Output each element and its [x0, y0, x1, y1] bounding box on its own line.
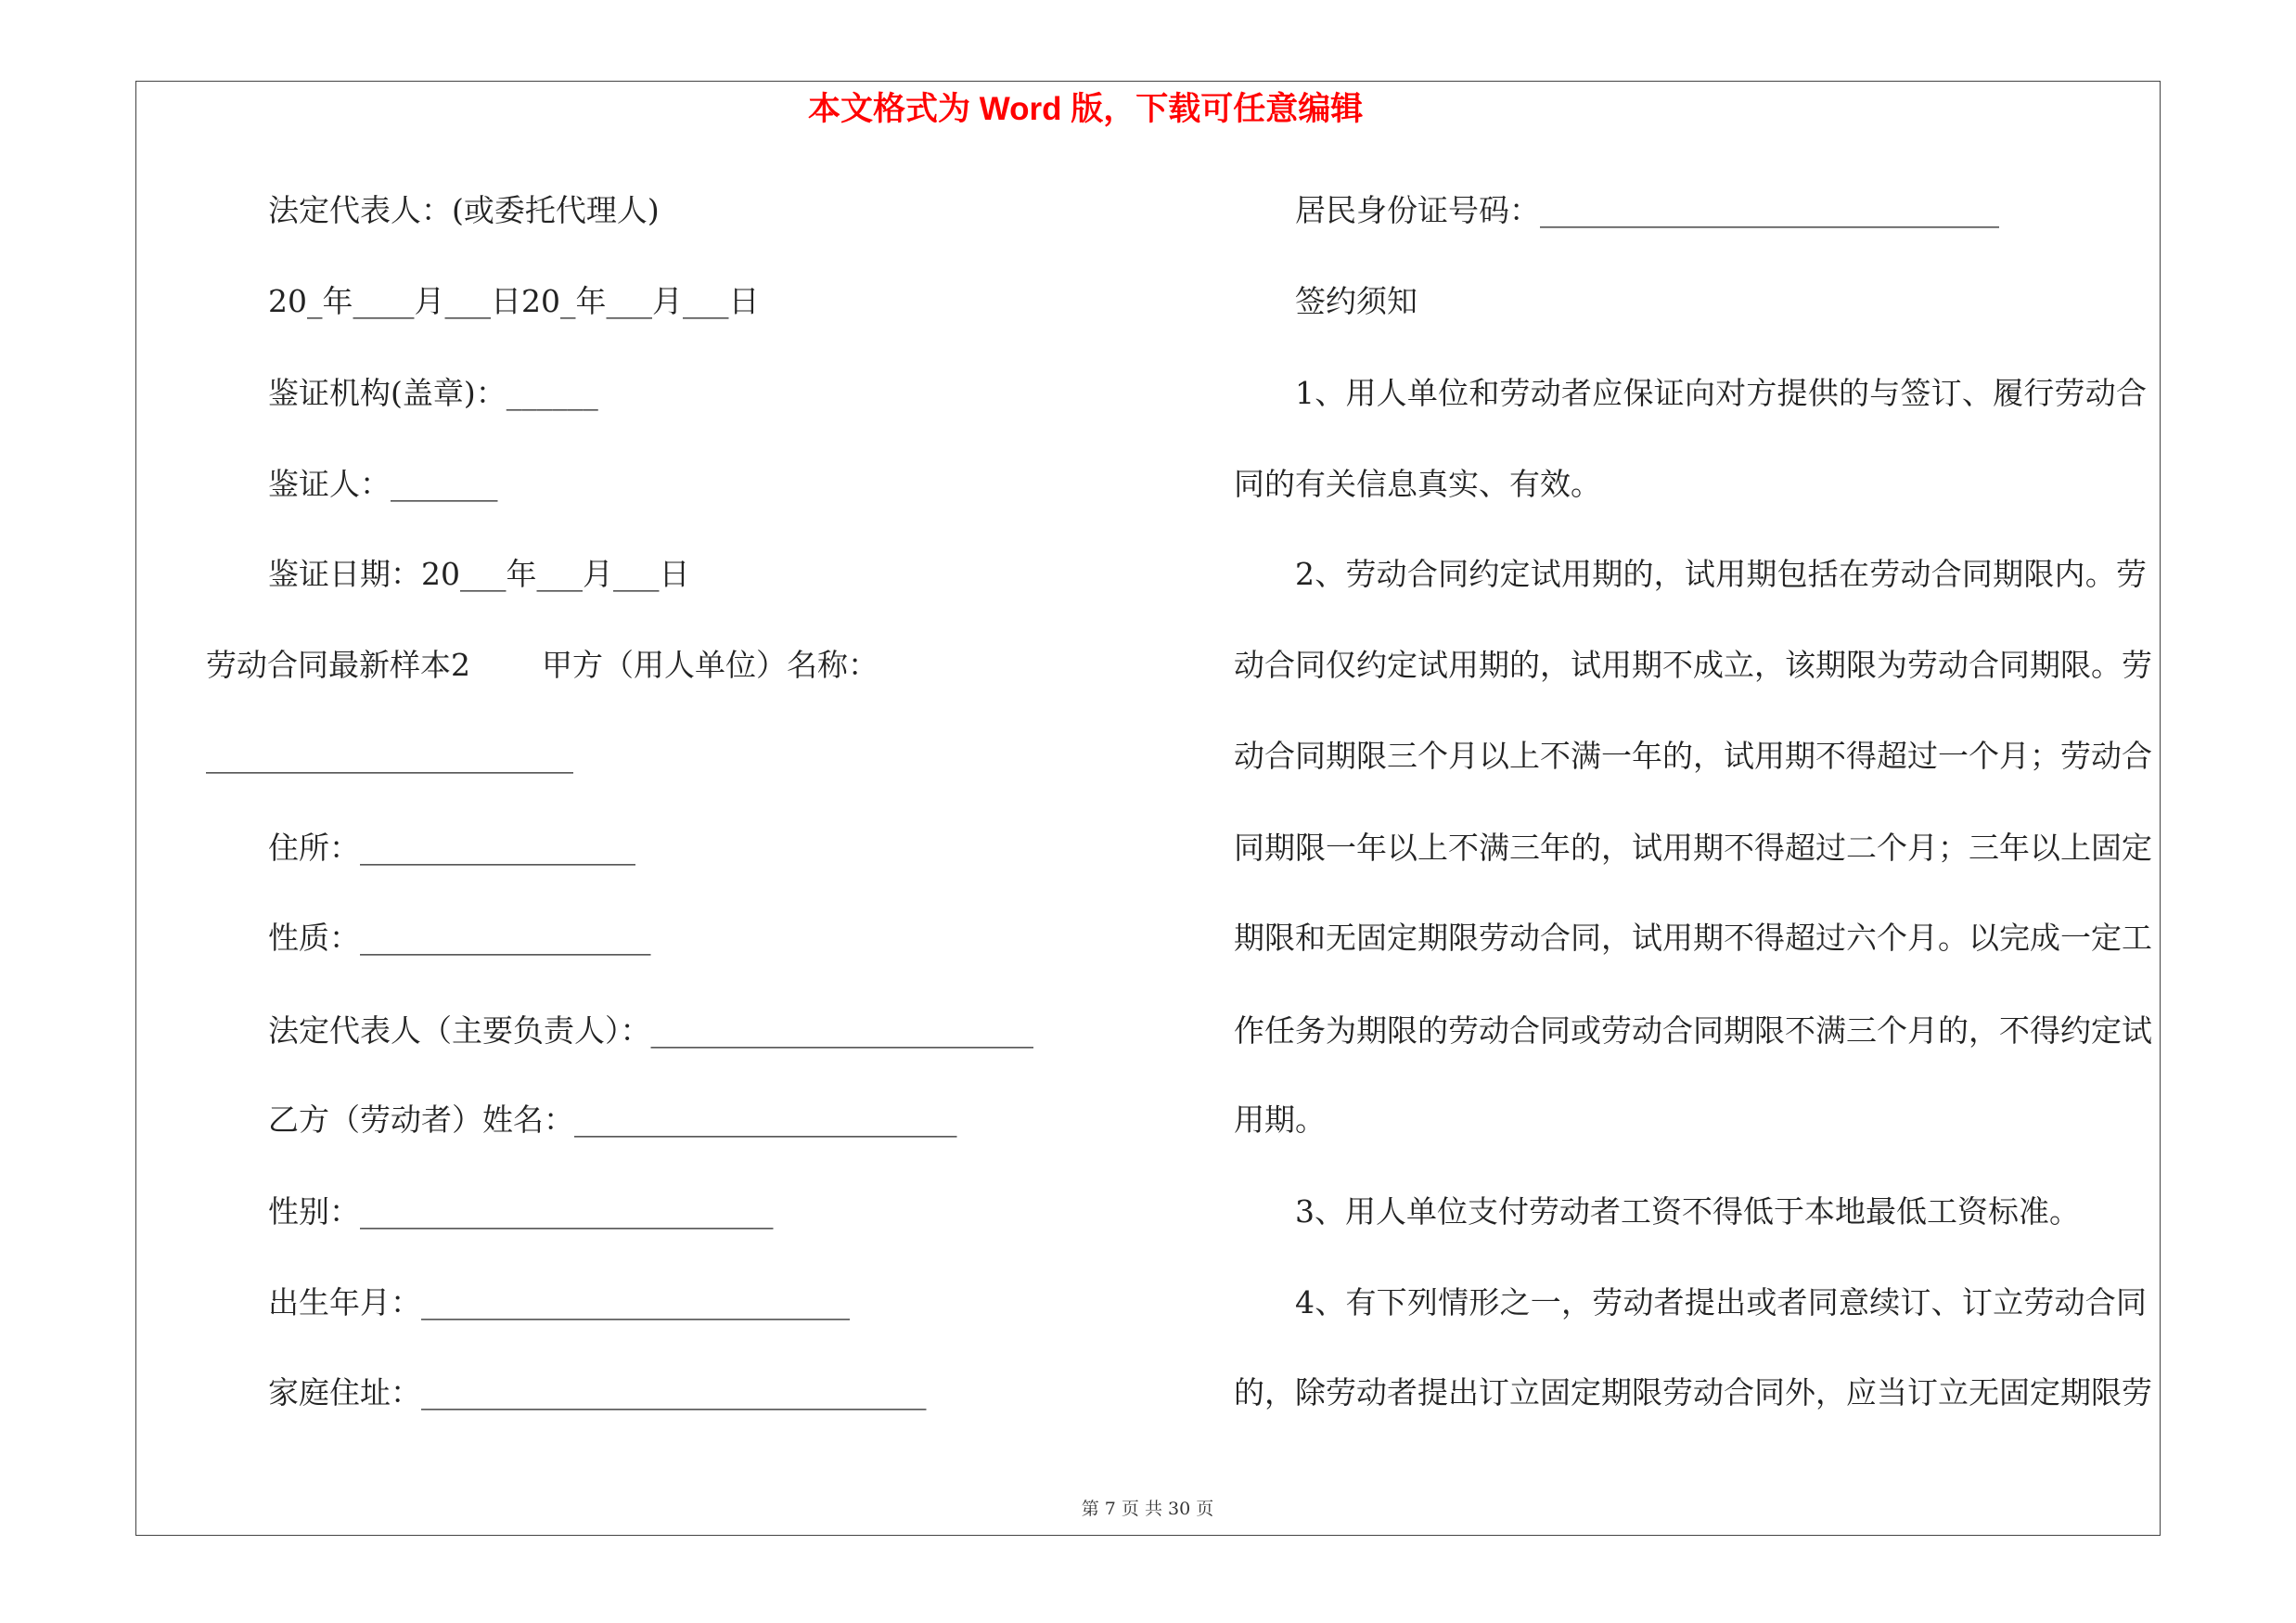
address-line: 住所：__________________	[268, 830, 635, 866]
legal-rep-line: 法定代表人（主要负责人）：_________________________	[268, 1012, 1033, 1049]
party-b-name-line: 乙方（劳动者）姓名：_________________________	[268, 1101, 957, 1138]
paragraph-line: 期限和无固定期限劳动合同，试用期不得超过六个月。以完成一定工	[1234, 920, 2152, 956]
paragraph-line: 4、有下列情形之一，劳动者提出或者同意续订、订立劳动合同	[1295, 1284, 2147, 1320]
gender-line: 性别：___________________________	[268, 1193, 774, 1230]
birth-date-line: 出生年月：____________________________	[268, 1284, 850, 1320]
notary-org-line: 鉴证机构(盖章)：______	[268, 375, 598, 411]
paragraph-line: 1、用人单位和劳动者应保证向对方提供的与签订、履行劳动合	[1295, 375, 2147, 411]
paragraph-line: 同的有关信息真实、有效。	[1234, 466, 1601, 502]
word-format-notice: 本文格式为 Word 版，下载可任意编辑	[808, 91, 1364, 127]
nature-line: 性质：___________________	[268, 920, 651, 956]
paragraph-line: 动合同期限三个月以上不满一年的，试用期不得超过一个月；劳动合	[1234, 738, 2152, 774]
paragraph-line: 2、劳动合同约定试用期的，试用期包括在劳动合同期限内。劳	[1295, 556, 2147, 592]
date-blank-line: 20_年____月___日20_年___月___日	[268, 283, 760, 319]
party-a-name-blank: ________________________	[206, 738, 573, 774]
home-address-line: 家庭住址：_________________________________	[268, 1374, 927, 1410]
paragraph-line: 的，除劳动者提出订立固定期限劳动合同外，应当订立无固定期限劳	[1234, 1374, 2152, 1410]
signing-notice-heading: 签约须知	[1295, 283, 1417, 319]
party-a-name-label: 甲方（用人单位）名称：	[542, 647, 879, 683]
id-number-line: 居民身份证号码：______________________________	[1295, 192, 1999, 228]
page-number: 第 7 页 共 30 页	[1081, 1499, 1214, 1519]
paragraph-line: 3、用人单位支付劳动者工资不得低于本地最低工资标准。	[1295, 1193, 2080, 1230]
paragraph-line: 同期限一年以上不满三年的，试用期不得超过二个月；三年以上固定	[1234, 830, 2152, 866]
paragraph-line: 用期。	[1234, 1101, 1326, 1138]
notary-date-line: 鉴证日期：20___年___月___日	[268, 556, 690, 592]
paragraph-line: 动合同仅约定试用期的，试用期不成立，该期限为劳动合同期限。劳	[1234, 647, 2152, 683]
notary-person-line: 鉴证人：_______	[268, 466, 498, 502]
legal-rep-agent-line: 法定代表人：(或委托代理人)	[268, 192, 660, 228]
paragraph-line: 作任务为期限的劳动合同或劳动合同期限不满三个月的，不得约定试	[1234, 1012, 2152, 1049]
sample-heading: 劳动合同最新样本2	[206, 647, 470, 683]
